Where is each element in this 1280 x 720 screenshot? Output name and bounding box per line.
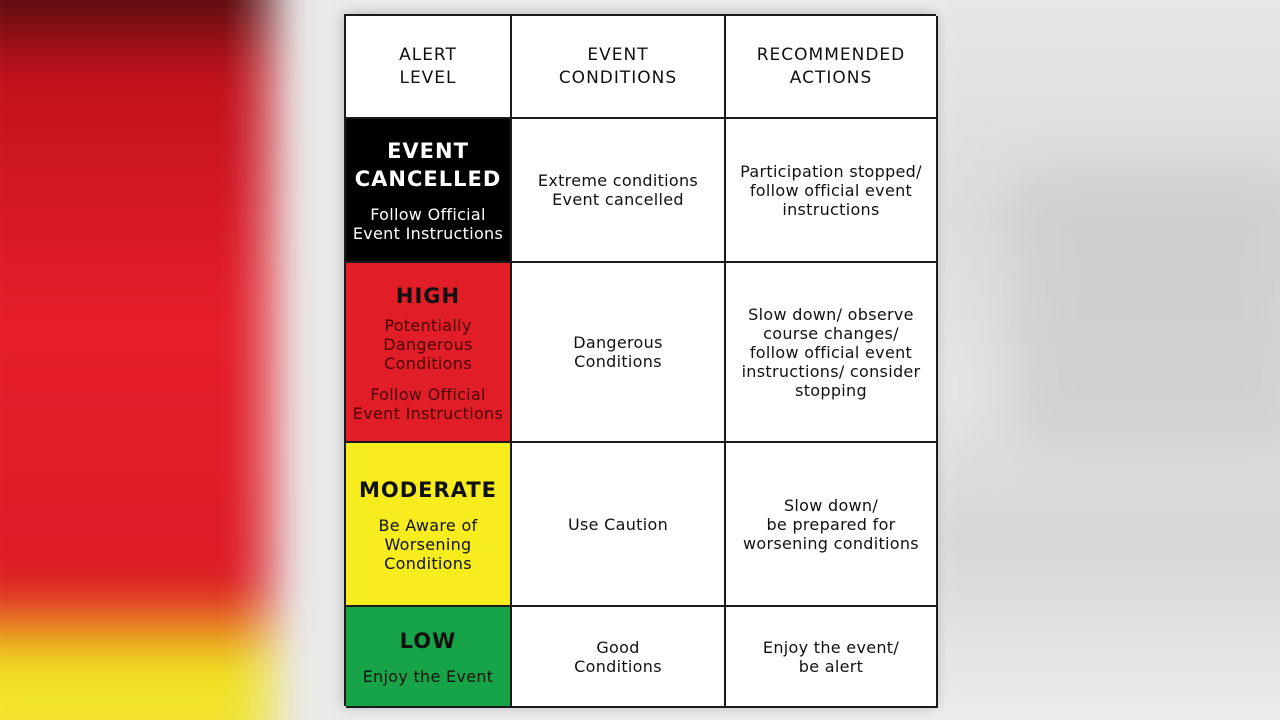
header-text: EVENT [587, 44, 649, 65]
action-text: follow official event [749, 342, 913, 362]
condition-text: Good [596, 637, 640, 657]
level-note: Event Instructions [352, 403, 504, 423]
action-text: Enjoy the event/ [762, 637, 900, 657]
actions-high [726, 263, 938, 443]
action-text: Slow down/ [783, 495, 879, 515]
action-text: worsening conditions [743, 533, 919, 553]
actions-low [726, 607, 938, 708]
level-high [346, 263, 512, 443]
header-text: ACTIONS [789, 67, 873, 88]
level-note: Follow Official [370, 384, 486, 404]
action-text: be prepared for [766, 514, 896, 534]
level-title: EVENT [387, 139, 469, 163]
level-note: Dangerous [383, 334, 473, 354]
condition-text: Event cancelled [552, 190, 684, 209]
condition-text: Use Caution [567, 514, 669, 534]
level-event-cancelled [346, 119, 512, 263]
header-text: RECOMMENDED [756, 44, 906, 65]
alert-level-table [344, 14, 936, 706]
level-title: MODERATE [359, 477, 497, 502]
level-note: Potentially [384, 315, 472, 335]
action-text: be alert [798, 656, 864, 676]
conditions-low [512, 607, 726, 708]
conditions-high [512, 263, 726, 443]
background-fade [230, 0, 350, 720]
header-text: LEVEL [399, 67, 457, 88]
actions-event-cancelled [726, 119, 938, 263]
conditions-moderate [512, 443, 726, 607]
level-title: CANCELLED [354, 167, 502, 191]
condition-text: Dangerous [573, 333, 663, 352]
level-title: LOW [399, 629, 457, 653]
actions-moderate [726, 443, 938, 607]
condition-text: Extreme conditions [537, 171, 699, 190]
background-right-shape [1010, 170, 1280, 450]
action-text: follow official event [749, 180, 913, 200]
level-title: HIGH [395, 283, 461, 308]
header-recommended-actions [726, 16, 938, 119]
level-note: Worsening [384, 534, 472, 554]
level-note: Conditions [384, 353, 472, 373]
header-event-conditions [512, 16, 726, 119]
conditions-event-cancelled [512, 119, 726, 263]
header-text: CONDITIONS [558, 67, 678, 88]
level-moderate [346, 443, 512, 607]
action-text: instructions/ consider [741, 361, 921, 381]
action-text: course changes/ [763, 323, 899, 343]
condition-text: Conditions [574, 656, 662, 676]
level-low [346, 607, 512, 708]
header-text: ALERT [399, 44, 457, 65]
level-note: Enjoy the Event [362, 667, 494, 686]
level-note: Be Aware of [378, 515, 478, 535]
level-note: Follow Official [370, 205, 486, 224]
action-text: Slow down/ observe [748, 304, 914, 324]
header-alert-level [346, 16, 512, 119]
action-text: stopping [795, 380, 867, 400]
condition-text: Conditions [574, 352, 662, 371]
level-note: Event Instructions [352, 224, 504, 243]
action-text: instructions [782, 199, 880, 219]
level-note: Conditions [384, 553, 472, 573]
action-text: Participation stopped/ [740, 161, 922, 181]
